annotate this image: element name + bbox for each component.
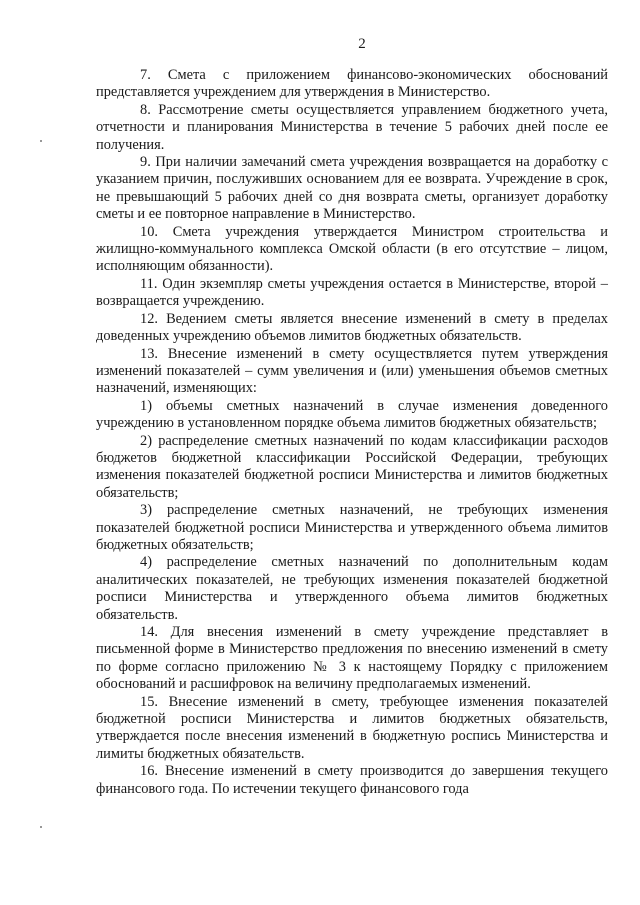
page-number: 2 (358, 36, 366, 52)
list-item-2: 2) распределение сметных назначений по кодам классификации расходов бюджетов бюджетной классификации Российской Федерации, требующих изменения показателей бюджетной росписи Министерства и лимитов бюджетных обязательств; (96, 432, 608, 501)
scan-speck (40, 826, 42, 828)
scan-speck (40, 140, 42, 142)
list-item-1: 1) объемы сметных назначений в случае изменения доведенного учреждению в установленном порядке объема лимитов бюджетных обязательств; (96, 397, 608, 432)
paragraph-12: 12. Ведением сметы является внесение изменений в смету в пределах доведенных учреждению объемов лимитов бюджетных обязательств. (96, 310, 608, 345)
paragraph-8: 8. Рассмотрение сметы осуществляется управлением бюджетного учета, отчетности и планирования Министерства в течение 5 рабочих дней после ее получения. (96, 101, 608, 153)
list-item-4: 4) распределение сметных назначений по дополнительным кодам аналитических показателей, не требующих изменения показателей бюджетной росписи Министерства и утвержденного объема лимитов бюджетных обязательств. (96, 554, 608, 623)
paragraph-16: 16. Внесение изменений в смету производится до завершения текущего финансового года. По истечении текущего финансового года (96, 763, 608, 797)
paragraph-10: 10. Смета учреждения утверждается Министром строительства и жилищно-коммунального комплекса Омской области (в его отсутствие – лицом, исполняющим обязанности). (96, 223, 608, 275)
paragraph-11: 11. Один экземпляр сметы учреждения остается в Министерстве, второй – возвращается учреждению. (96, 275, 608, 310)
paragraph-9: 9. При наличии замечаний смета учреждения возвращается на доработку с указанием причин, послуживших основанием для ее возврата. Учреждение в срок, не превышающий 5 рабочих дней со дня возврата сметы, организует доработку сметы и ее повторное направление в Министерство. (96, 154, 608, 223)
paragraph-14: 14. Для внесения изменений в смету учреждение представляет в письменной форме в Министерство предложения по внесению изменений в смету по форме согласно приложению № 3 к настоящему Порядку с приложением обоснований и расшифровок на величину предполагаемых изменений. (96, 624, 608, 693)
paragraph-7: 7. Смета с приложением финансово-экономических обоснований представляется учреждением для утверждения в Министерство. (96, 67, 608, 101)
document-body (96, 67, 608, 798)
paragraph-15: 15. Внесение изменений в смету, требующее изменения показателей бюджетной росписи Министерства и лимитов бюджетных обязательств, утверждается после внесения изменений в бюджетную роспись Министерства и лимиты бюджетных обязательств. (96, 693, 608, 762)
paragraph-13: 13. Внесение изменений в смету осуществляется путем утверждения изменений показателей – сумм увеличения и (или) уменьшения объемов сметных назначений, изменяющих: (96, 345, 608, 397)
list-item-3: 3) распределение сметных назначений, не требующих изменения показателей бюджетной росписи Министерства и утвержденного объема лимитов бюджетных обязательств; (96, 502, 608, 553)
